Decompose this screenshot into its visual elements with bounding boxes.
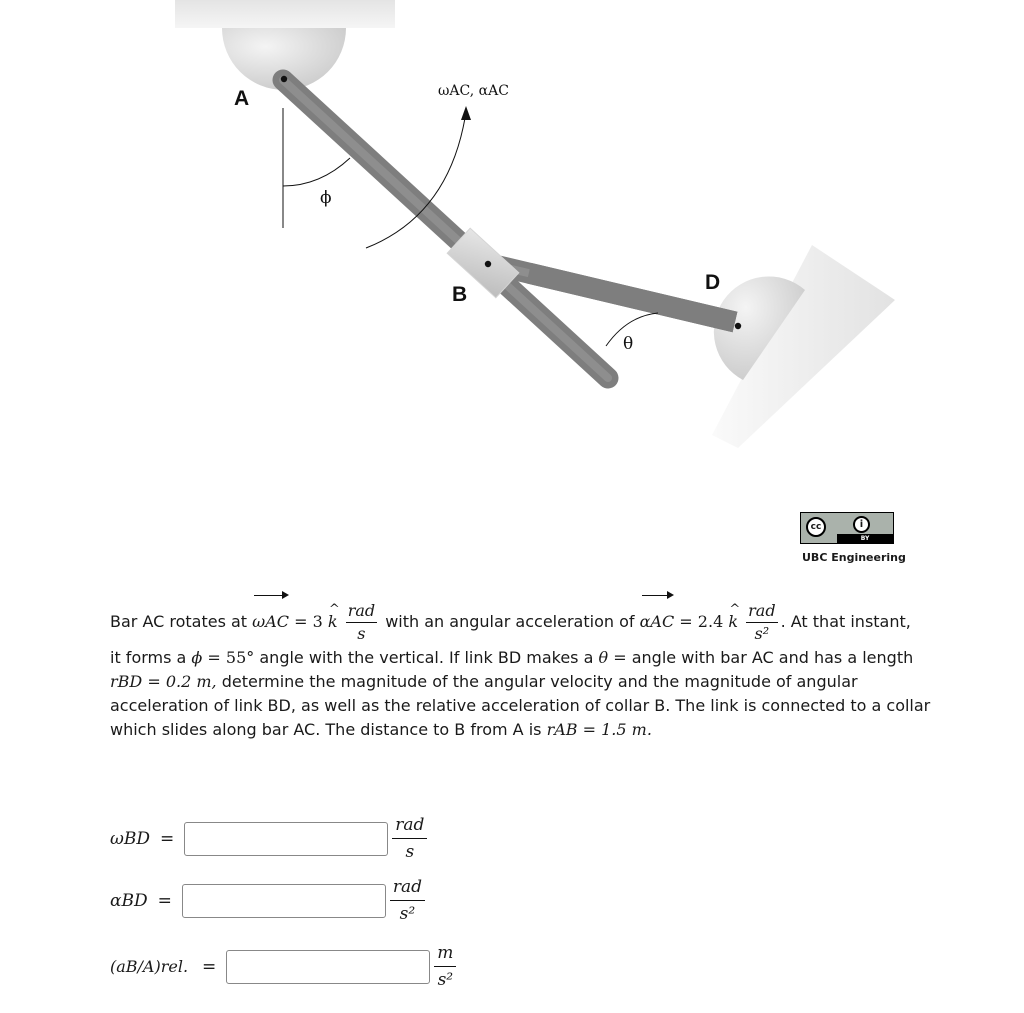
- phi-arc: [283, 158, 350, 186]
- omega-value: 3: [312, 612, 323, 631]
- by-label: BY: [837, 534, 893, 543]
- text-segment: it forms a: [110, 648, 192, 667]
- r-bd-value: 0.2 m,: [165, 672, 217, 691]
- text-segment: Bar AC rotates at: [110, 612, 253, 631]
- text-segment: with an angular acceleration of: [380, 612, 640, 631]
- ceiling-support: [175, 0, 395, 28]
- r-ab-symbol: rAB: [546, 720, 578, 739]
- alpha-bd-label: αBD: [110, 890, 148, 911]
- frac-num: rad: [346, 600, 377, 623]
- label-a: A: [234, 87, 250, 110]
- omega-bd-row: [110, 812, 427, 865]
- frac-num: rad: [746, 600, 777, 623]
- phi-symbol: ϕ: [191, 648, 203, 667]
- accel-rel-label: (aB/A)rel.: [110, 957, 189, 976]
- equals-sign: =: [207, 648, 221, 667]
- accel-rel-row: [110, 940, 456, 993]
- equals-sign: =: [679, 612, 693, 631]
- omega-arrowhead: [461, 106, 471, 120]
- label-b: B: [452, 283, 468, 306]
- omega-ac-vector: ωAC: [252, 598, 289, 646]
- text-segment: . At that instant,: [780, 612, 911, 631]
- omega-bd-label: ωBD: [110, 828, 150, 849]
- text-segment: angle with bar AC and has a length: [631, 648, 914, 667]
- problem-statement: [110, 598, 1010, 742]
- pin-d: [735, 323, 741, 329]
- accel-rel-unit: $\frac{m}{\text{s²}}$: [434, 940, 456, 993]
- phi-value: 55°: [225, 648, 255, 667]
- text-segment: acceleration of link BD, as well as the relative acceleration of collar B. The link is connected to a collar: [110, 696, 931, 715]
- text-segment: determine the magnitude of the angular velocity and the magnitude of angular: [216, 672, 858, 691]
- license-block: [800, 512, 906, 564]
- r-bd-symbol: rBD: [110, 672, 143, 691]
- cc-by-badge[interactable]: [800, 512, 894, 544]
- frac-den: s²: [754, 624, 770, 643]
- label-theta: θ: [623, 334, 634, 354]
- credit-text: UBC Engineering: [802, 551, 906, 564]
- equals-sign: =: [147, 672, 161, 691]
- r-ab-value: 1.5 m.: [601, 720, 652, 739]
- equals-sign: =: [613, 648, 627, 667]
- equals-sign: =: [160, 828, 175, 849]
- alpha-bd-unit: $\frac{\text{rad}}{\text{s²}}$: [390, 874, 425, 927]
- accel-rel-input[interactable]: [226, 950, 430, 984]
- mechanism-figure: [0, 0, 1024, 470]
- k-hat: ^ k: [728, 598, 738, 646]
- cc-icon: cc: [806, 517, 826, 537]
- alpha-ac-vector: αAC: [640, 598, 675, 646]
- pin-b: [485, 261, 491, 267]
- pin-a: [281, 76, 287, 82]
- text-segment: which slides along bar AC. The distance to B from A is: [110, 720, 547, 739]
- equals-sign: =: [202, 956, 217, 977]
- label-phi: ϕ: [320, 188, 332, 208]
- omega-bd-input[interactable]: [184, 822, 388, 856]
- text-segment: angle with the vertical. If link BD makes a: [254, 648, 599, 667]
- omega-bd-unit: $\frac{\text{rad}}{s}$: [392, 812, 427, 865]
- label-omega-alpha: ωAC, αAC: [438, 83, 509, 99]
- equals-sign: =: [157, 890, 172, 911]
- alpha-bd-row: [110, 874, 425, 927]
- alpha-value: 2.4: [697, 612, 724, 631]
- attribution-icon: i: [853, 516, 870, 533]
- frac-den: s: [357, 624, 366, 643]
- k-hat: ^ k: [328, 598, 338, 646]
- equals-sign: =: [582, 720, 597, 739]
- theta-symbol: θ: [598, 648, 609, 667]
- label-d: D: [705, 271, 721, 294]
- alpha-bd-input[interactable]: [182, 884, 386, 918]
- equals-sign: =: [294, 612, 308, 631]
